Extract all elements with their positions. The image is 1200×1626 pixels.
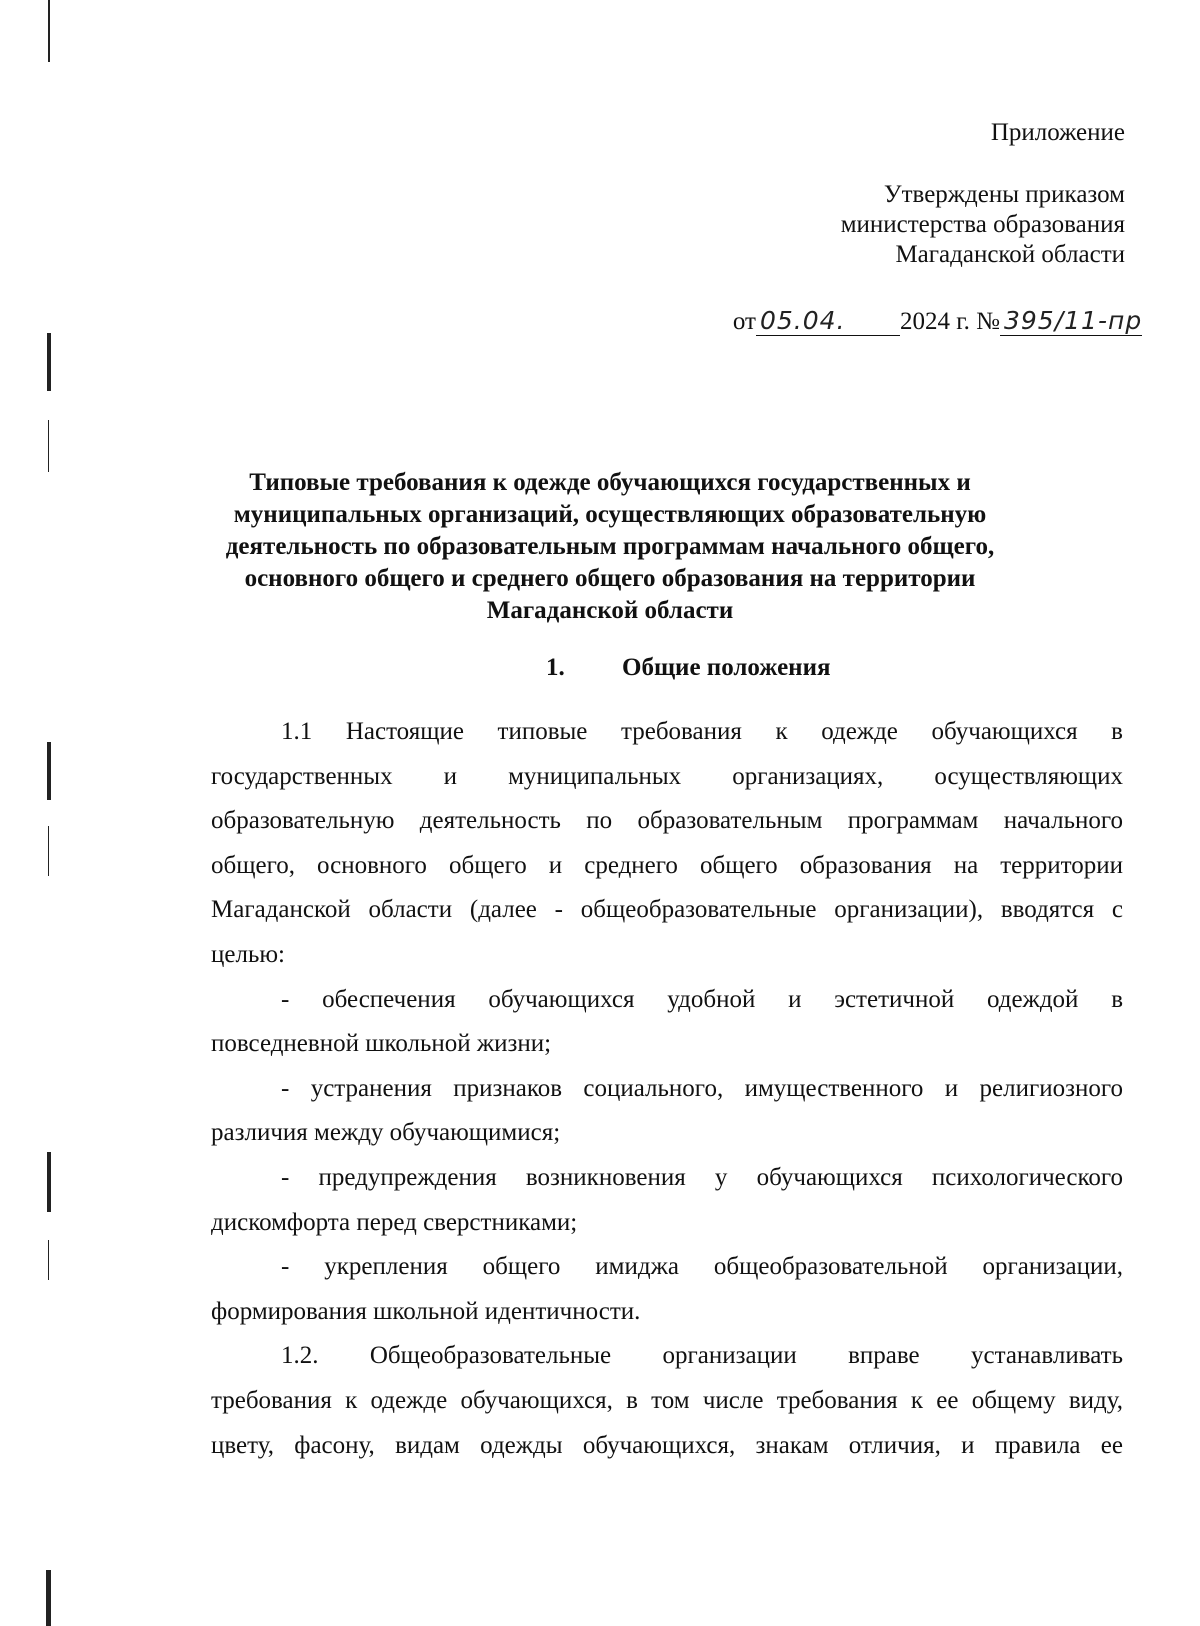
section-title: Общие положения	[622, 654, 831, 681]
scan-artifact	[47, 742, 51, 800]
body-line: 1.2. Общеобразовательные организации вправе устанавливать	[281, 1342, 1123, 1370]
body-line: требования к одежде обучающихся, в том числе требования к ее общему виду,	[211, 1386, 1123, 1414]
scan-artifact	[46, 1570, 51, 1626]
scan-artifact	[48, 826, 49, 876]
title-line: основного общего и среднего общего образования на территории	[244, 565, 976, 592]
title-line: Магаданской области	[486, 597, 734, 624]
document-body	[211, 710, 1123, 1468]
body-line: дискомфорта перед сверстниками;	[211, 1208, 578, 1236]
body-line: образовательную деятельность по образовательным программам начального	[211, 807, 1123, 835]
annex-label: Приложение	[990, 119, 1125, 146]
title-line: деятельность по образовательным программам начального общего,	[225, 533, 995, 560]
scan-artifact	[48, 0, 50, 62]
body-line: общего, основного общего и среднего общего образования на территории	[211, 851, 1123, 879]
body-line: Магаданской области (далее - общеобразовательные организации), вводятся с	[211, 896, 1123, 924]
order-date-number	[733, 306, 1142, 336]
scan-artifact	[48, 420, 49, 472]
section-number: 1.	[546, 654, 565, 681]
approval-line: Утверждены приказом	[883, 181, 1125, 208]
title-line: Типовые требования к одежде обучающихся государственных и	[249, 469, 971, 496]
title-line: муниципальных организаций, осуществляющих образовательную	[233, 501, 987, 528]
approval-line: министерства образования	[840, 211, 1125, 238]
approval-line: Магаданской области	[895, 241, 1125, 268]
body-line: государственных и муниципальных организациях, осуществляющих	[211, 762, 1123, 790]
date-prefix: от	[732, 308, 756, 335]
body-line: - устранения признаков социального, имущественного и религиозного	[281, 1074, 1123, 1102]
body-line: - предупреждения возникновения у обучающихся психологического	[281, 1163, 1123, 1191]
body-line: различия между обучающимися;	[211, 1119, 561, 1147]
body-line: цвету, фасону, видам одежды обучающихся, знакам отличия, и правила ее	[211, 1431, 1123, 1459]
body-line: - укрепления общего имиджа общеобразовательной организации,	[281, 1253, 1123, 1281]
body-line: формирования школьной идентичности.	[211, 1297, 641, 1325]
scan-artifact	[48, 1240, 49, 1280]
body-line: - обеспечения обучающихся удобной и эстетичной одеждой в	[281, 985, 1123, 1013]
handwritten-order-number: 395/11-пр	[1000, 306, 1142, 336]
document-title	[150, 467, 1070, 627]
year-text: 2024 г. №	[899, 308, 1000, 335]
handwritten-date: 05.04.	[756, 306, 900, 336]
scan-artifact	[47, 333, 51, 391]
approval-block	[841, 180, 1125, 270]
body-line: 1.1 Настоящие типовые требования к одежде обучающихся в	[281, 718, 1123, 745]
body-line: повседневной школьной жизни;	[211, 1030, 552, 1058]
body-line: целью:	[211, 940, 285, 968]
scan-artifact	[47, 1152, 51, 1212]
